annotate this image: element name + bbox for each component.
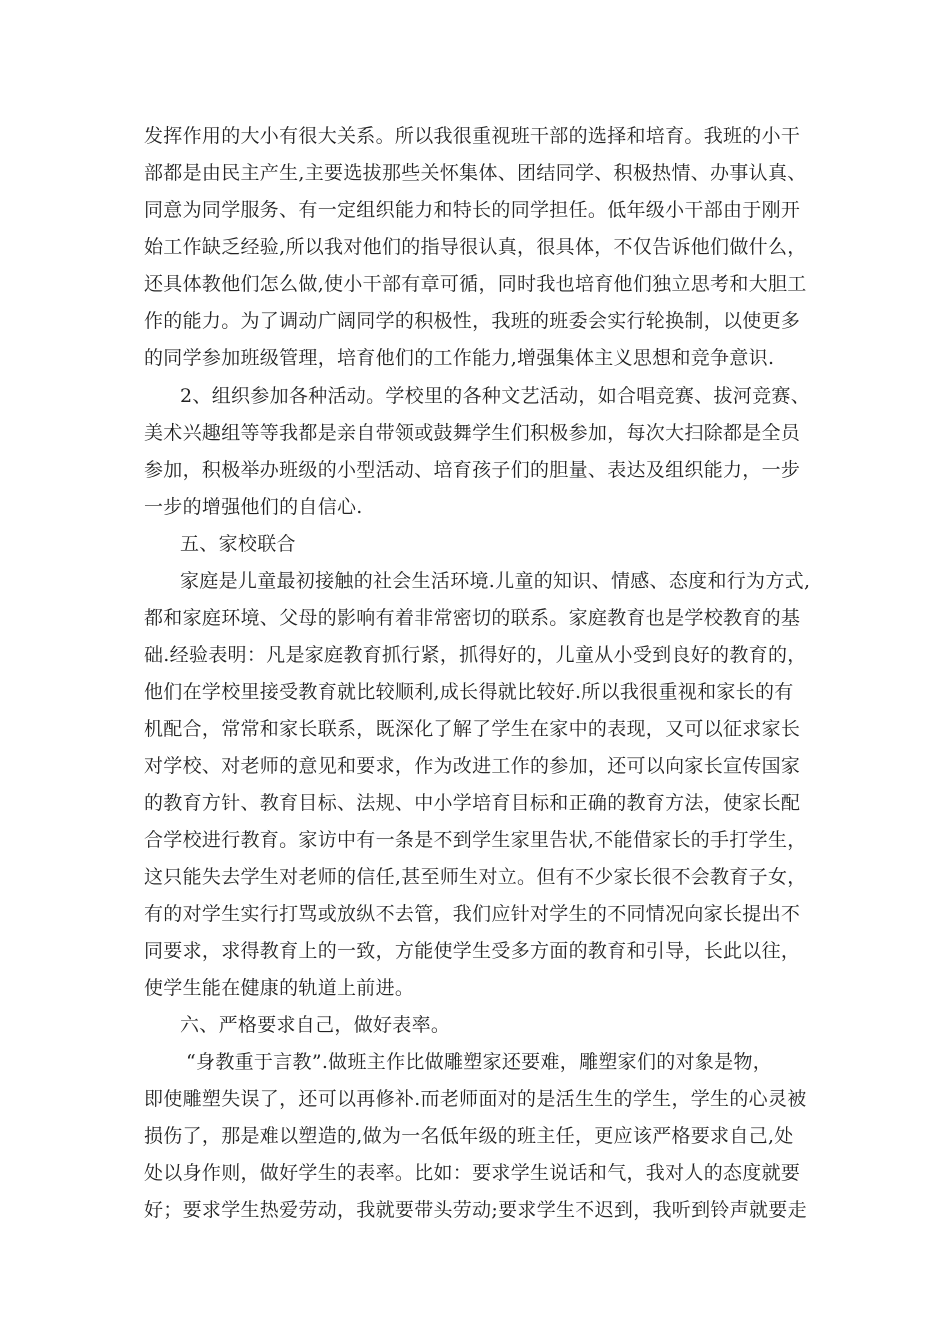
text-line: 部都是由民主产生,主要选拔那些关怀集体、团结同学、积极热情、办事认真、: [144, 162, 807, 184]
text-line: 始工作缺乏经验,所以我对他们的指导很认真，很具体，不仅告诉他们做什么，: [144, 236, 807, 258]
text-line: 发挥作用的大小有很大关系。所以我很重视班干部的选择和培育。我班的小干: [144, 125, 801, 147]
text-line: 2、组织参加各种活动。学校里的各种文艺活动，如合唱竞赛、拔河竞赛、: [180, 385, 810, 407]
text-line: 作的能力。为了调动广阔同学的积极性，我班的班委会实行轮换制，以使更多: [144, 310, 801, 332]
text-line: 好；要求学生热爱劳动，我就要带头劳动;要求学生不迟到，我听到铃声就要走: [144, 1199, 807, 1221]
text-line: 这只能失去学生对老师的信任,甚至师生对立。但有不少家长很不会教育子女，: [144, 866, 807, 888]
text-line: 他们在学校里接受教育就比较顺利,成长得就比较好.所以我很重视和家长的有: [144, 681, 794, 703]
text-line: 对学校、对老师的意见和要求，作为改进工作的参加，还可以向家长宣传国家: [144, 755, 801, 777]
text-line: 的同学参加班级管理，培育他们的工作能力,增强集体主义思想和竞争意识.: [144, 347, 775, 369]
text-line: 即使雕塑失误了，还可以再修补.而老师面对的是活生生的学生，学生的心灵被: [144, 1088, 807, 1110]
text-line: 机配合，常常和家长联系，既深化了解了学生在家中的表现，又可以征求家长: [144, 718, 801, 740]
text-line: 同意为同学服务、有一定组织能力和特长的同学担任。低年级小干部由于刚开: [144, 199, 801, 221]
text-line: 美术兴趣组等等我都是亲自带领或鼓舞学生们积极参加，每次大扫除都是全员: [144, 422, 801, 444]
text-line: 一步的增强他们的自信心.: [144, 496, 363, 518]
text-line: 础.经验表明：凡是家庭教育抓行紧，抓得好的，儿童从小受到良好的教育的，: [144, 644, 807, 666]
text-line: 同要求，求得教育上的一致，方能使学生受多方面的教育和引导，长此以往，: [144, 940, 801, 962]
text-line: 合学校进行教育。家访中有一条是不到学生家里告状,不能借家长的手打学生，: [144, 829, 807, 851]
text-line: 还具体教他们怎么做,使小干部有章可循，同时我也培育他们独立思考和大胆工: [144, 273, 807, 295]
text-line: 家庭是儿童最初接触的社会生活环境.儿童的知识、情感、态度和行为方式,: [180, 570, 811, 592]
text-line: 都和家庭环境、父母的影响有着非常密切的联系。家庭教育也是学校教育的基: [144, 607, 801, 629]
text-line: 有的对学生实行打骂或放纵不去管，我们应针对学生的不同情况向家长提出不: [144, 903, 801, 925]
text-line: 处以身作则，做好学生的表率。比如：要求学生说话和气，我对人的态度就要: [144, 1162, 801, 1184]
text-line: 参加，积极举办班级的小型活动、培育孩子们的胆量、表达及组织能力，一步: [144, 459, 801, 481]
section-heading: 六、严格要求自己，做好表率。: [180, 1014, 451, 1036]
text-line: “身教重于言教”.做班主作比做雕塑家还要难，雕塑家们的对象是物，: [186, 1051, 773, 1073]
section-heading: 五、家校联合: [180, 533, 296, 555]
text-line: 损伤了，那是难以塑造的,做为一名低年级的班主任，更应该严格要求自己,处: [144, 1125, 794, 1147]
text-line: 使学生能在健康的轨道上前进。: [144, 977, 415, 999]
text-line: 的教育方针、教育目标、法规、中小学培育目标和正确的教育方法，使家长配: [144, 792, 801, 814]
